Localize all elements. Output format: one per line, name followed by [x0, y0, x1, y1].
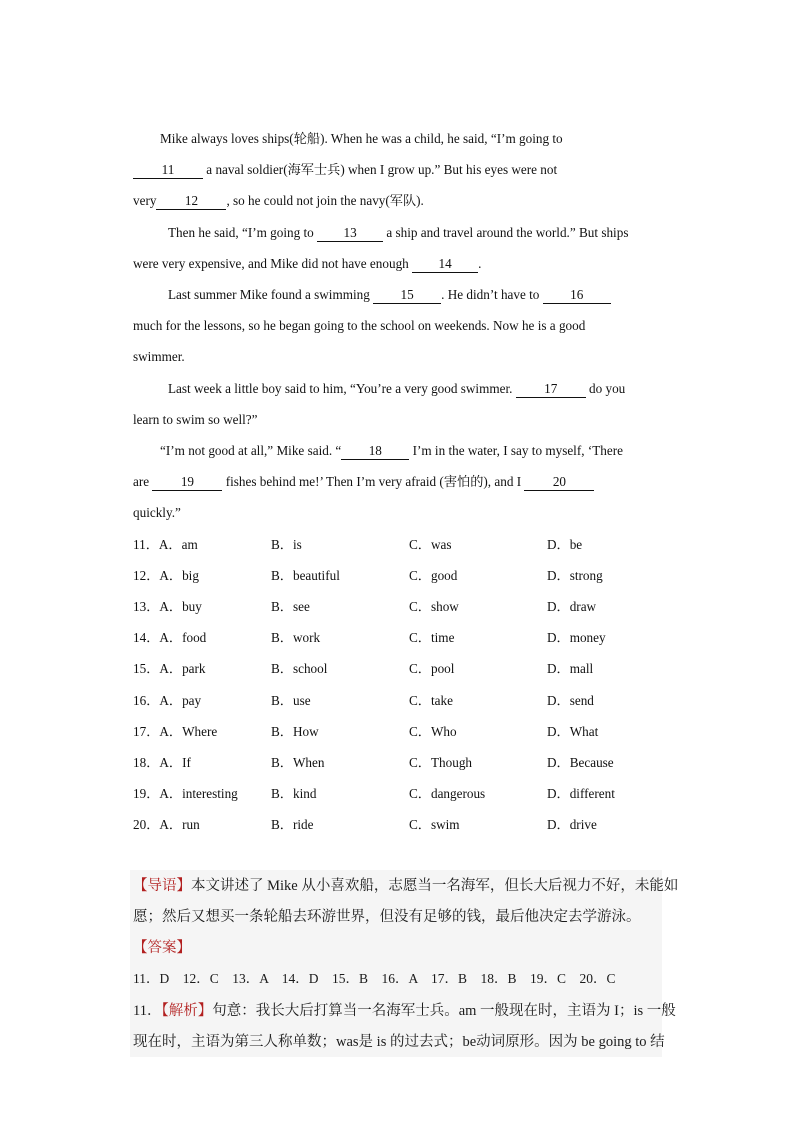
passage-text: swimmer. — [133, 349, 185, 364]
analysis-tag: 【解析】 — [161, 1003, 213, 1019]
option-b: B．school — [271, 661, 328, 677]
passage-line — [133, 255, 481, 273]
passage-text: Mike always loves ships(轮船). When he was a child, he said, “I’m going to — [160, 131, 563, 146]
passage-text: very — [133, 193, 157, 208]
passage-text: were very expensive, and Mike did not have enough — [133, 256, 413, 271]
blank-12: 12 — [156, 193, 226, 210]
option-a: 11．A．am — [133, 537, 198, 552]
option-d: D．send — [547, 692, 594, 708]
answer-heading — [133, 938, 191, 958]
answer-tag: 【答案】 — [133, 940, 191, 956]
passage-line — [168, 380, 625, 398]
passage-text: Then he said, “I’m going to — [168, 225, 318, 240]
option-d: D．money — [547, 630, 606, 646]
option-a: 12．A．big — [133, 568, 199, 584]
option-d: D．What — [547, 723, 599, 739]
option-b: B．use — [271, 692, 311, 708]
option-b: B．beautiful — [271, 568, 340, 584]
option-b: B．How — [271, 723, 319, 739]
intro-text: 愿；然后又想买一条轮船去环游世界，但没有足够的钱，最后他决定去学游泳。 — [133, 909, 641, 925]
passage-text: much for the lessons, so he began going to the school on weekends. Now he is a good — [133, 318, 586, 333]
option-a: 20．A．run — [133, 816, 200, 832]
answer-line — [133, 969, 616, 989]
option-a: 17．A．Where — [133, 723, 218, 739]
passage-text: fishes behind me!’ Then I’m very afraid (害怕的), and I — [222, 474, 525, 489]
passage-text: Last summer Mike found a swimming — [168, 287, 374, 302]
option-d: D．be — [547, 537, 583, 552]
option-d: D．different — [547, 785, 615, 801]
blank-16: 16 — [543, 287, 611, 304]
blank-20: 20 — [524, 474, 594, 491]
passage-line — [133, 192, 424, 210]
option-d: D．drive — [547, 816, 597, 832]
passage-line — [133, 473, 594, 491]
answers-text: 11．D 12．C 13．A 14．D 15．B 16．A 17．B 18．B 19．C 20．C — [133, 971, 616, 986]
passage-line — [168, 286, 611, 304]
blank-19: 19 — [152, 474, 222, 491]
option-c: C．Who — [409, 723, 457, 739]
passage-line — [133, 161, 557, 179]
option-c: C．Though — [409, 754, 473, 770]
intro-line — [133, 876, 678, 896]
passage-text: a naval soldier(海军士兵) when I grow up.” But his eyes were not — [203, 162, 558, 177]
option-c: C．good — [409, 568, 458, 584]
option-b: B．When — [271, 754, 325, 770]
blank-18: 18 — [341, 443, 409, 460]
passage-text: . He didn’t have to — [441, 287, 543, 302]
passage-text: Last week a little boy said to him, “You’re a very good swimmer. — [168, 381, 516, 396]
option-a: 16．A．pay — [133, 692, 202, 708]
analysis-text: 现在时，主语为第三人称单数；was是 is 的过去式；be动词原形。因为 be going to 结 — [133, 1034, 665, 1050]
option-c: C．dangerous — [409, 785, 486, 801]
blank-13: 13 — [317, 225, 383, 242]
passage-text: . — [478, 256, 482, 271]
blank-11: 11 — [133, 162, 203, 179]
option-c: C．take — [409, 692, 453, 708]
option-b: B．is — [271, 537, 302, 552]
option-d: D．Because — [547, 754, 614, 770]
option-b: B．ride — [271, 816, 314, 832]
passage-text: , so he could not join the navy(军队). — [226, 193, 424, 208]
passage-line — [133, 411, 258, 429]
analysis-line — [133, 1032, 665, 1052]
blank-14: 14 — [412, 256, 478, 273]
option-d: D．mall — [547, 661, 594, 677]
passage-text: quickly.” — [133, 505, 181, 520]
passage-line — [133, 317, 585, 335]
solution-box — [130, 870, 679, 1057]
option-b: B．kind — [271, 785, 317, 801]
passage-text: learn to swim so well?” — [133, 412, 258, 427]
passage-text: do you — [585, 381, 626, 396]
option-a: 15．A．park — [133, 661, 206, 677]
option-c: C．pool — [409, 661, 455, 677]
analysis-num: 11． — [133, 1003, 162, 1019]
option-b: B．see — [271, 599, 310, 615]
analysis-text: 句意：我长大后打算当一名海军士兵。am 一般现在时，主语为 I；is 一般 — [212, 1003, 676, 1019]
passage-text: “I’m not good at all,” Mike said. “ — [160, 443, 342, 458]
passage-line — [160, 442, 623, 460]
option-c: C．show — [409, 599, 459, 615]
blank-15: 15 — [373, 287, 441, 304]
option-c: C．swim — [409, 816, 460, 832]
intro-text: 本文讲述了 Mike 从小喜欢船，志愿当一名海军，但长大后视力不好，未能如 — [191, 878, 679, 894]
intro-line — [133, 907, 641, 927]
passage-line — [160, 130, 563, 148]
option-a: 13．A．buy — [133, 599, 202, 615]
passage-text: a ship and travel around the world.” But ships — [383, 225, 629, 240]
intro-tag: 【导语】 — [133, 878, 191, 894]
option-a: 18．A．If — [133, 754, 191, 770]
passage-line — [168, 224, 628, 242]
option-d: D．strong — [547, 568, 603, 584]
blank-17: 17 — [516, 381, 586, 398]
passage-text: are — [133, 474, 153, 489]
option-a: 14．A．food — [133, 630, 207, 646]
option-c: C．was — [409, 537, 452, 552]
option-c: C．time — [409, 630, 455, 646]
option-a: 19．A．interesting — [133, 785, 238, 801]
passage-text: I’m in the water, I say to myself, ‘There — [409, 443, 623, 458]
passage-line — [133, 504, 181, 522]
passage-line — [133, 348, 185, 366]
option-d: D．draw — [547, 599, 597, 615]
analysis-line — [133, 1001, 676, 1021]
option-b: B．work — [271, 630, 321, 646]
